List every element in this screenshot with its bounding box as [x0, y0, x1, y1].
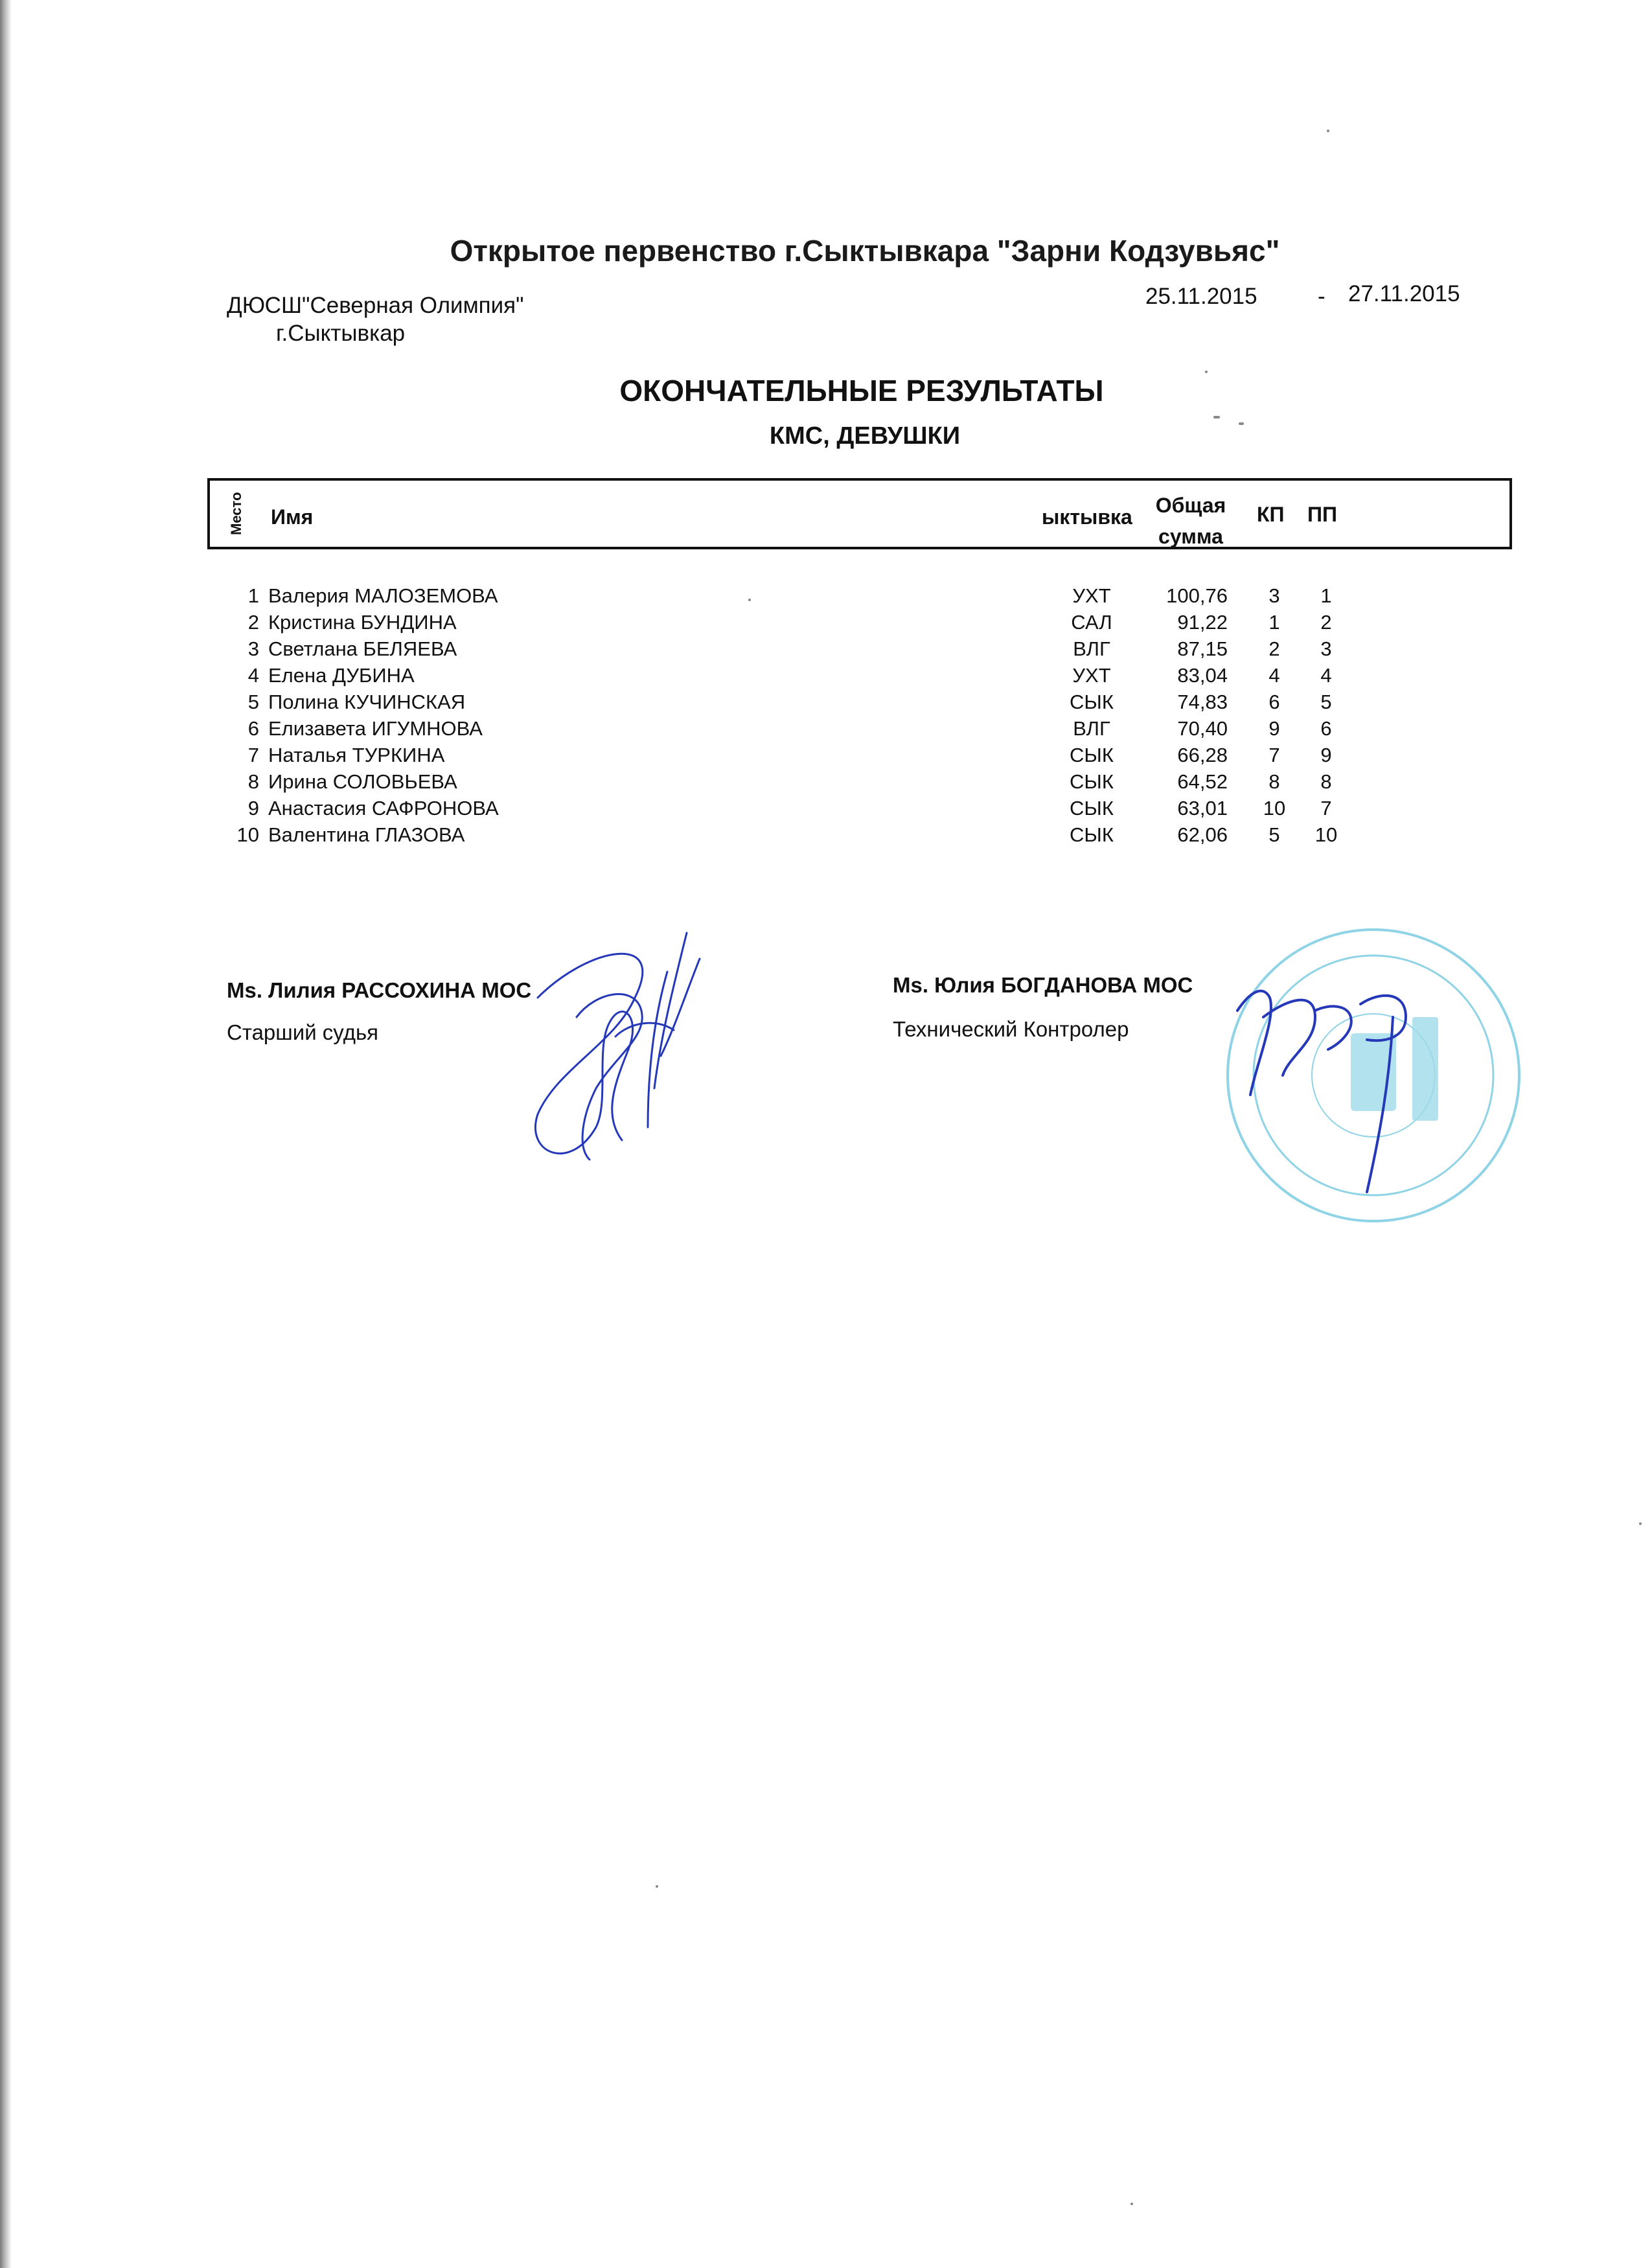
row-pp: 2 [1320, 611, 1332, 634]
scan-speck [1130, 2203, 1133, 2205]
row-total: 70,40 [1177, 717, 1228, 740]
row-kp: 7 [1268, 744, 1280, 766]
row-place: 9 [247, 797, 259, 819]
row-pp: 5 [1320, 691, 1332, 713]
chief-judge-name: Ms. Лилия РАССОХИНА МОС [227, 978, 532, 1002]
row-place: 3 [247, 637, 259, 660]
technical-controller-name: Ms. Юлия БОГДАНОВА МОС [893, 973, 1193, 997]
scan-speck [1205, 371, 1208, 373]
row-total: 87,15 [1177, 637, 1228, 660]
row-club: ВЛГ [1073, 717, 1110, 740]
document-subtitle: КМС, ДЕВУШКИ [769, 422, 961, 450]
row-club: СЫК [1070, 770, 1114, 793]
row-club: ВЛГ [1073, 637, 1110, 660]
row-total: 91,22 [1177, 611, 1228, 634]
event-title: Открытое первенство г.Сыктывкара "Зарни Кодзувьяс" [450, 234, 1280, 268]
row-name: Валентина ГЛАЗОВА [268, 823, 465, 846]
row-name: Кристина БУНДИНА [268, 611, 457, 634]
row-kp: 6 [1268, 691, 1280, 713]
row-place: 6 [247, 717, 259, 740]
scan-speck [1327, 130, 1329, 132]
row-name: Наталья ТУРКИНА [268, 744, 445, 766]
row-place: 4 [247, 664, 259, 687]
row-total: 74,83 [1177, 691, 1228, 713]
row-kp: 4 [1268, 664, 1280, 687]
row-total: 62,06 [1177, 823, 1228, 846]
table-row [0, 691, 1652, 716]
row-club: УХТ [1072, 664, 1111, 687]
scan-speck [748, 599, 751, 601]
scan-speck [1213, 416, 1220, 418]
table-row [0, 823, 1652, 849]
row-name: Ирина СОЛОВЬЕВА [268, 770, 457, 793]
row-total: 66,28 [1177, 744, 1228, 766]
column-header-club: ыктывка [1042, 505, 1132, 529]
row-club: СЫК [1070, 744, 1114, 766]
date-separator: - [1318, 284, 1325, 309]
row-pp: 3 [1320, 637, 1332, 660]
chief-judge-role: Старший судья [227, 1020, 379, 1044]
column-header-total: Общая сумма [1155, 494, 1226, 548]
row-total: 100,76 [1166, 584, 1228, 607]
row-club: СЫК [1070, 691, 1114, 713]
date-start: 25.11.2015 [1145, 284, 1257, 309]
table-row [0, 797, 1652, 823]
row-name: Полина КУЧИНСКАЯ [268, 691, 466, 713]
organizer-name: ДЮСШ"Северная Олимпия" [227, 293, 524, 318]
row-kp: 8 [1268, 770, 1280, 793]
table-row [0, 584, 1652, 610]
row-name: Елизавета ИГУМНОВА [268, 717, 483, 740]
row-name: Валерия МАЛОЗЕМОВА [268, 584, 498, 607]
column-header-kp: КП [1257, 503, 1285, 526]
row-pp: 6 [1320, 717, 1332, 740]
row-place: 2 [247, 611, 259, 634]
table-row [0, 770, 1652, 796]
row-pp: 7 [1320, 797, 1332, 819]
row-place: 5 [247, 691, 259, 713]
row-pp: 10 [1314, 823, 1338, 846]
scan-speck [656, 1885, 658, 1888]
row-kp: 9 [1268, 717, 1280, 740]
row-kp: 3 [1268, 584, 1280, 607]
row-club: САЛ [1071, 611, 1112, 634]
row-club: СЫК [1070, 797, 1114, 819]
row-total: 83,04 [1177, 664, 1228, 687]
scan-speck [1639, 1522, 1642, 1525]
table-row [0, 637, 1652, 663]
row-name: Анастасия САФРОНОВА [268, 797, 499, 819]
row-total: 64,52 [1177, 770, 1228, 793]
row-place: 10 [236, 823, 259, 846]
column-header-place: Место [228, 492, 244, 535]
technical-controller-role: Технический Контролер [893, 1017, 1129, 1041]
column-header-name: Имя [271, 505, 314, 529]
row-pp: 1 [1320, 584, 1332, 607]
column-header-pp: ПП [1307, 503, 1337, 526]
row-name: Светлана БЕЛЯЕВА [268, 637, 457, 660]
table-row [0, 717, 1652, 743]
date-end: 27.11.2015 [1348, 281, 1460, 306]
row-total: 63,01 [1177, 797, 1228, 819]
table-row [0, 611, 1652, 637]
row-kp: 5 [1268, 823, 1280, 846]
row-pp: 9 [1320, 744, 1332, 766]
chief-judge-signature [499, 920, 732, 1179]
row-place: 7 [247, 744, 259, 766]
official-stamp [1218, 920, 1529, 1231]
row-place: 1 [247, 584, 259, 607]
row-pp: 4 [1320, 664, 1332, 687]
scan-edge-shadow [0, 0, 12, 2268]
row-name: Елена ДУБИНА [268, 664, 415, 687]
table-row [0, 744, 1652, 770]
row-kp: 10 [1263, 797, 1286, 819]
organizer-city: г.Сыктывкар [276, 321, 406, 346]
row-kp: 2 [1268, 637, 1280, 660]
row-place: 8 [247, 770, 259, 793]
row-kp: 1 [1268, 611, 1280, 634]
row-club: УХТ [1072, 584, 1111, 607]
document-title: ОКОНЧАТЕЛЬНЫЕ РЕЗУЛЬТАТЫ [619, 374, 1104, 407]
row-pp: 8 [1320, 770, 1332, 793]
table-row [0, 664, 1652, 690]
row-club: СЫК [1070, 823, 1114, 846]
scan-speck [1239, 422, 1244, 425]
